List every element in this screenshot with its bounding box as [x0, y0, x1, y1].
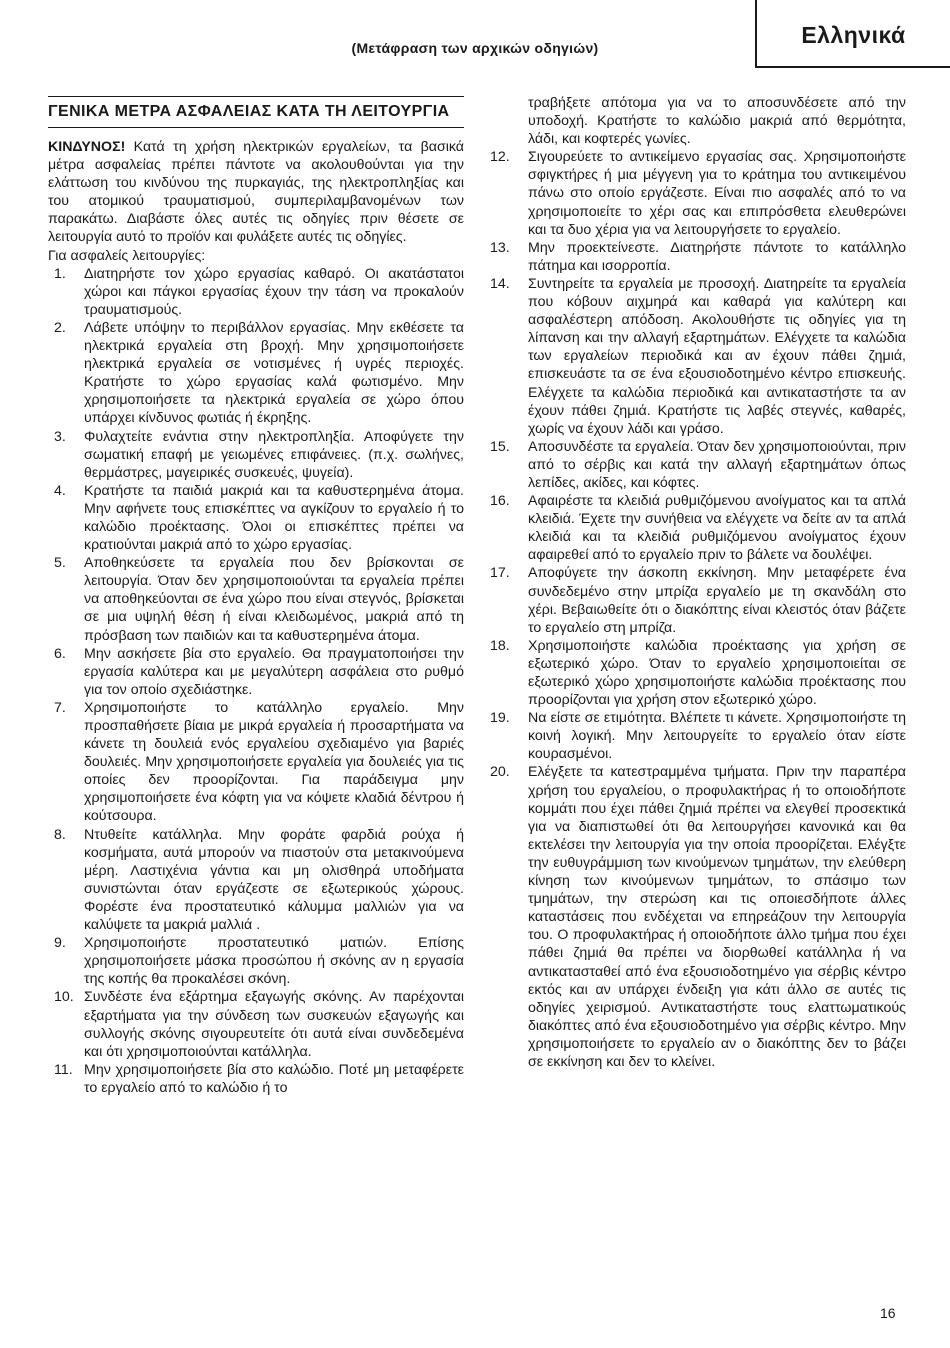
- list-item-text: Χρησιμοποιήστε το κατάλληλο εργαλείο. Μην προσπαθήσετε βίαια με μικρά εργαλεία ή προσαρτήματα να κάνετε τη δουλειά ενός εργαλείου σχεδιαμένο για βαριές δουλειές. Μην χρησιμοποιήσετε εργαλεία για δουλειές για τις οποίες δεν προορίζονται. Για παράδειγμα μην χρησιμοποιήσετε ένα κόφτη για να κόψετε κλαδιά δέντρου ή κούτσουρα.: [84, 699, 464, 825]
- list-item: [48, 319, 464, 428]
- list-item: [48, 934, 464, 988]
- language-label: Ελληνικά: [755, 0, 950, 68]
- list-item-number: 16.: [490, 493, 510, 510]
- list-item: [48, 826, 464, 935]
- list-item-text: Συνδέστε ένα εξάρτημα εξαγωγής σκόνης. Αν παρέχονται εξαρτήματα για την σύνδεση των συσκευών εξαγωγής και συλλογής σκόνης σιγουρευτείτε ότι αυτά είναι συνδεδεμένα και ότι χρησιμοποιούνται κατάλληλα.: [84, 989, 464, 1060]
- intro-text: Για ασφαλείς λειτουργίες:: [48, 247, 206, 264]
- danger-paragraph: [48, 138, 464, 247]
- list-item: [48, 988, 464, 1060]
- list-item-number: 20.: [490, 764, 510, 781]
- list-item-number: 7.: [54, 699, 66, 716]
- list-item: [48, 428, 464, 482]
- list-item-number: 4.: [54, 482, 66, 499]
- list-item-text: Αποφύγετε την άσκοπη εκκίνηση. Μην μεταφέρετε ένα συνδεδεμένο στην μπρίζα εργαλείο με τη σκανδάλη στο χέρι. Βεβαιωθείτε ότι ο διακόπτης είναι κλειστός όταν βάζετε το εργαλείο στη μπρίζα.: [528, 565, 906, 636]
- section-title: ΓΕΝΙΚΑ ΜΕΤΡΑ ΑΣΦΑΛΕΙΑΣ ΚΑΤΑ ΤΗ ΛΕΙΤΟΥΡΓΙΑ: [48, 96, 464, 128]
- list-item-text: Ελέγξετε τα κατεστραμμένα τμήματα. Πριν την παραπέρα χρήση του εργαλείου, ο προφυλακτήρας ή το οποιοδήποτε κομμάτι που έχει πάθει ζημιά πρέπει να ελεγθεί προσεκτικά για να διαπιστωθεί ότι θα λειτουργήσει κανονικά και θα εκτελέσει την λειτουργία για την οποία προορίζεται. Ελέγξτε την ευθυγράμμιση των κινούμενων τμημάτων, την ελεύθερη κίνηση των κινούμενων τμημάτων, το σπάσιμο των τμημάτων, την στερώση και τις οποιεσδήποτε άλλες καταστάσεις που ενδέχεται να επηρεάζουν την λειτουργία του. Ο προφυλακτήρας ή οποιοδήποτε άλλο τμήμα που έχει πάθει ζημιά θα πρέπει να διορθωθεί κατάλληλα ή να αντικατασταθεί από ένα εξουσιοδοτημένο για σέρβις κέντρο εκτός και αν υπάρχει ένδειξη για κάτι άλλο σε αυτές τις οδηγίες χειρισμού. Αντικαταστήστε τους ελαττωματικούς διακόπτες από ένα εξουσιοδοτημένο για σέρβις κέντρο. Μην χρησιμοποιήσετε το εργαλείο αν ο διακόπτης δεν το βάζει σε εκκίνηση και δεν το κλείνει.: [528, 764, 906, 1070]
- list-item-text: Σιγουρεύετε το αντικείμενο εργασίας σας. Χρησιμοποιήστε σφιγκτήρες ή μια μέγγενη για το κράτημα του αντικειμένου πάνω στο οποίο εργάζεστε. Είναι πιο ασφαλές από το να χρησιμοποιείτε το χέρι σας και επιπρόσθετα ελευθερώνει και τα δυο χέρια για να λειτουργήσετε το εργαλείο.: [528, 149, 906, 238]
- list-item: [48, 1061, 464, 1097]
- list-item-number: 1.: [54, 265, 66, 282]
- list-item-number: 10.: [54, 989, 74, 1006]
- list-item-text: Αποθηκεύσετε τα εργαλεία που δεν βρίσκονται σε λειτουργία. Όταν δεν χρησιμοποιούνται τα εργαλεία πρέπει να αποθηκεύονται σε ένα χώρο που είναι στεγνός, βρίσκεται σε μια υψηλή θέση ή είναι κλειδωμένος, μακριά από τη πρόσβαση των παιδιών και τα καθυστερημένα άτομα.: [84, 555, 464, 644]
- safety-list-right: [488, 148, 906, 1071]
- list-item: [48, 645, 464, 699]
- list-item: [488, 492, 906, 564]
- list-item: [488, 438, 906, 492]
- list-item-number: 3.: [54, 428, 66, 445]
- list-item-number: 9.: [54, 935, 66, 952]
- list-item-text: Φυλαχτείτε ενάντια στην ηλεκτροπληξία. Αποφύγετε την σωματική επαφή με γειωμένες επιφάνειες. (π.χ. σωλήνες, θερμάστρες, μαγειρικές συσκευές, ψυγεία).: [84, 428, 464, 481]
- list-item-number: 18.: [490, 637, 510, 654]
- list-item-number: 17.: [490, 565, 510, 582]
- list-item-text: Χρησιμοποιήστε προστατευτικό ματιών. Επίσης χρησιμοποιήσετε μάσκα προσώπου ή σκόνης αν η εργασία της κοπής θα προκαλέσει σκόνη.: [84, 935, 464, 988]
- list-item: [48, 482, 464, 554]
- list-item: [488, 763, 906, 1071]
- list-item-number: 12.: [490, 149, 510, 166]
- list-item-number: 19.: [490, 710, 510, 727]
- list-item-text: Συντηρείτε τα εργαλεία με προσοχή. Διατηρείτε τα εργαλεία που κόβουν αιχμηρά και καθαρά για καλύτερη και ασφαλέστερη απόδοση. Ακολουθήστε τις οδηγίες για τη λίπανση και την αλλαγή εξαρτημάτων. Ελέγχετε τα καλώδια των εργαλείων περιοδικά και αν έχουν πάθει ζημιά, επισκευάστε τα σε ένα εξουσιοδοτημένο κέντρο επισκευής. Ελέγχετε τα καλώδια περιοδικά και αντικαταστήστε τα αν έχουν πάθει ζημιά. Κρατήστε τις λαβές στεγνές, καθαρές, χωρίς να έχουν λάδι και γράσο.: [528, 275, 906, 437]
- list-item-number: 15.: [490, 438, 510, 455]
- list-item-number: 13.: [490, 239, 510, 256]
- item-11-continuation: τραβήξετε απότομα για να το αποσυνδέσετε από την υποδοχή. Κρατήστε το καλώδιο μακριά από θερμότητα, λάδι, και κοφτερές γωνίες.: [528, 95, 906, 148]
- list-item: [488, 275, 906, 438]
- list-item: [488, 564, 906, 636]
- list-item-text: Μην προεκτείνεστε. Διατηρήστε πάντοτε το κατάλληλο πάτημα και ισορροπία.: [528, 239, 906, 274]
- list-item-text: Διατηρήστε τον χώρο εργασίας καθαρό. Οι ακατάστατοι χώροι και πάγκοι εργασίας έχουν την τάση να προκαλούν τραυματισμούς.: [84, 265, 464, 318]
- list-item-number: 11.: [54, 1061, 73, 1078]
- list-item: [488, 637, 906, 709]
- danger-label: ΚΙΝΔΥΝΟΣ!: [48, 139, 126, 155]
- right-column: [488, 94, 906, 1071]
- list-item: [48, 265, 464, 319]
- list-item-number: 8.: [54, 826, 66, 843]
- list-item: [488, 239, 906, 275]
- list-item-text: Αφαιρέστε τα κλειδιά ρυθμιζόμενου ανοίγματος και τα απλά κλειδιά. Έχετε την συνήθεια να ελέγχετε να δείτε αν τα απλά κλειδιά και τα κλειδιά ρυθμιζόμενου ανοίγματος έχουν αφαιρεθεί από το εργαλείο πριν το βάλετε να δουλέψει.: [528, 493, 906, 564]
- left-column: [48, 96, 464, 1097]
- list-item: [48, 554, 464, 644]
- list-item-number: 2.: [54, 319, 66, 336]
- list-item: [488, 709, 906, 763]
- list-item-text: Μην ασκήσετε βία στο εργαλείο. Θα πραγματοποιήσει την εργασία καλύτερα και με μεγαλύτερη ασφάλεια στο ρυθμό για τον οποίο σχεδιάστηκε.: [84, 645, 464, 698]
- translation-subtitle: (Μετάφραση των αρχικών οδηγιών): [351, 40, 599, 56]
- danger-text: Κατά τη χρήση ηλεκτρικών εργαλείων, τα βασικά μέτρα ασφαλείας πρέπει πάντοτε να ακολουθούνται για την ελάττωση του κινδύνου της πυρκαγιάς, της ηλεκτροπληξίας και του ατομικού τραυματισμού, συμπεριλαμβανομένων των παρακάτω. Διαβάστε όλες αυτές τις οδηγίες πριν θέσετε σε λειτουργία αυτό το προϊόν και φυλάξετε αυτές τις οδηγίες.: [48, 139, 464, 246]
- list-item-number: 5.: [54, 555, 66, 572]
- list-item-text: Μην χρησιμοποιήσετε βία στο καλώδιο. Ποτέ μη μεταφέρετε το εργαλείο από το καλώδιο ή το: [84, 1061, 464, 1096]
- list-item-text: Αποσυνδέστε τα εργαλεία. Όταν δεν χρησιμοποιούνται, πριν από το σέρβις και κατά την αλλαγή εξαρτημάτων όπως λεπίδες, ακίδες, και κόφτες.: [528, 438, 906, 491]
- list-item-number: 14.: [490, 275, 510, 292]
- list-item: [488, 148, 906, 238]
- page-number: 16: [880, 1305, 896, 1321]
- list-item-text: Να είστε σε ετιμότητα. Βλέπετε τι κάνετε. Χρησιμοποιήστε τη κοινή λογική. Μην λειτουργείτε το εργαλείο όταν είστε κουρασμένοι.: [528, 710, 906, 763]
- safety-list-left: [48, 265, 464, 1097]
- list-item-text: Χρησιμοποιήστε καλώδια προέκτασης για χρήση σε εξωτερικό χώρο. Όταν το εργαλείο χρησιμοποιείται σε εξωτερικό χώρο χρησιμοποιήστε καλώδια προέκτασης που προορίζονται για χρήση στον εξωτερικό χώρο.: [528, 637, 906, 709]
- list-item-text: Λάβετε υπόψην το περιβάλλον εργασίας. Μην εκθέσετε τα ηλεκτρικά εργαλεία στη βροχή. Μην χρησιμοποιήσετε ηλεκτρικά εργαλεία σε νοτισμένες ή υγρές περιοχές. Κρατήστε το χώρο εργασίας καλά φωτισμένο. Μην χρησιμοποιήσετε τα ηλεκτρικά εργαλεία σε χώρο όπου υπάρχει κίνδυνος φωτιάς ή έκρηξης.: [84, 319, 464, 427]
- list-item: [48, 699, 464, 826]
- list-item-text: Κρατήστε τα παιδιά μακριά και τα καθυστερημένα άτομα. Μην αφήνετε τους επισκέπτες να αγκίζουν το εργαλείο ή το καλώδιο προέκτασης. Όλοι οι επισκέπτες πρέπει να κρατιούνται μακριά από το χώρο εργασίας.: [84, 482, 464, 554]
- list-item-number: 6.: [54, 645, 66, 662]
- list-item-text: Ντυθείτε κατάλληλα. Μην φοράτε φαρδιά ρούχα ή κοσμήματα, αυτά μπορούν να πιαστούν στα μετακινούμενα μέρη. Λαστιχένια γάντια και μη ολισθηρά υποδήματα συνιστώνται όταν εργάζεστε σε εξωτερικούς χώρους. Φορέστε ένα προστατευτικό κάλυμμα μαλλιών για να καλύψετε τα μακριά μαλλιά .: [84, 826, 464, 934]
